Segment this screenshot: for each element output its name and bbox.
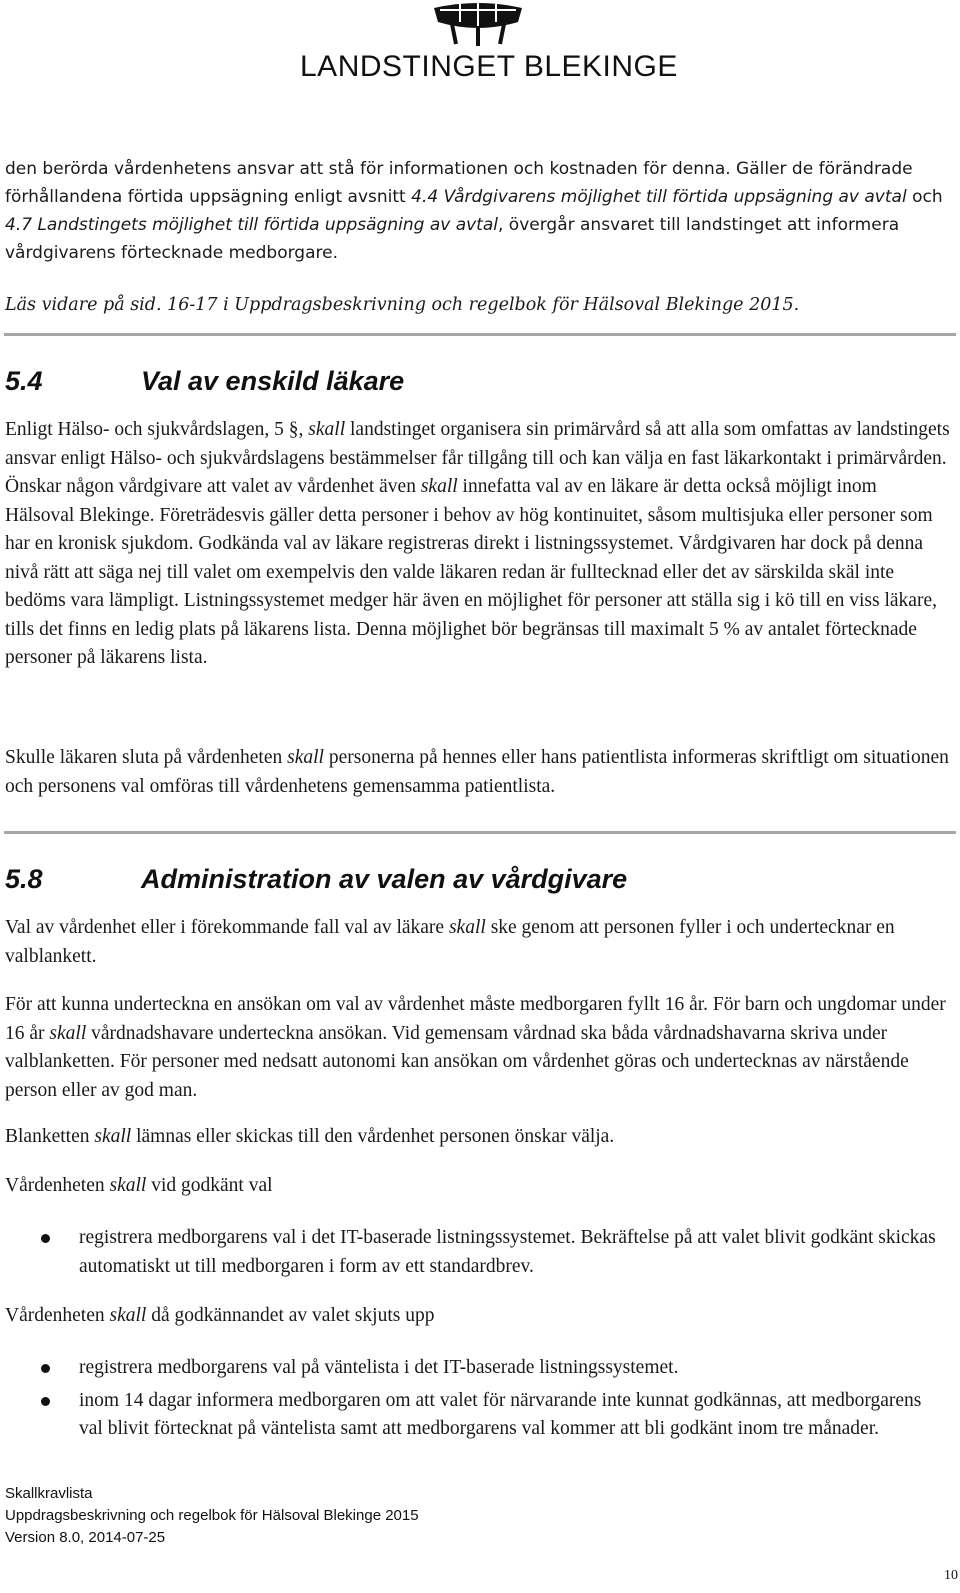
body-text: då godkännandet av valet skjuts upp [146, 1305, 435, 1326]
emphasis-text: skall [94, 1126, 132, 1147]
landstinget-logo [300, 0, 678, 92]
section-title: Val av enskild läkare [141, 366, 405, 396]
list-item-text: registrera medborgarens val på väntelista i det IT-baserade listningssystemet. [79, 1357, 679, 1378]
body-text: Skulle läkaren sluta på vårdenheten [5, 747, 288, 768]
footer-line-1: Skallkravlista [5, 1485, 93, 1502]
body-text: ske genom att personen fyller i och undertecknar en valblankett. [5, 917, 895, 967]
section-58-paragraph-3 [5, 1123, 950, 1152]
viking-ship-logo-icon [426, 0, 530, 46]
section-54-paragraph-2 [5, 744, 950, 801]
list-item [5, 1387, 950, 1444]
body-text: vårdnadshavare underteckna ansökan. Vid gemensam vårdnad ska båda vårdnadshavarna skriva under valblanketten. För personer med nedsatt autonomi kan ansökan om vårdenhet göras och undertecknas av närstående person eller av god man. [5, 1022, 909, 1101]
page-number: 10 [944, 1568, 958, 1583]
section-divider [4, 333, 956, 336]
section-58-paragraph-1 [5, 914, 950, 971]
section-reference-44: 4.4 Vårdgivarens möjlighet till förtida uppsägning av avtal [411, 187, 907, 207]
list-item [5, 1354, 950, 1383]
list-item-text: registrera medborgarens val i det IT-baserade listningssystemet. Bekräftelse på att valet blivit godkänt skickas automatiskt ut till medborgaren i form av ett standardbrev. [79, 1227, 936, 1277]
section-54-paragraph-1 [5, 416, 950, 673]
section-number: 5.8 [5, 864, 43, 894]
body-text: För att kunna underteckna en ansökan om val av vårdenhet måste medborgaren fyllt 16 år. För barn och ungdomar under 16 år [5, 994, 946, 1044]
section-heading-54 [5, 366, 404, 397]
body-text: landstinget organisera sin primärvård så att alla som omfattas av landstingets ansvar enligt Hälso- och sjukvårdslagens bestämmelser får tillgång till och kan välja en fast läkarkontakt i primärvården. Önskar någon vårdgivare att valet av vårdenhet även [5, 419, 950, 497]
body-text: Vårdenheten [5, 1175, 110, 1196]
bullet-icon [41, 1397, 50, 1406]
intro-text: den berörda vårdenhetens ansvar att stå för informationen och kostnaden för denna. Gäller de förändrade förhållandena förtida uppsägning enligt avsnitt [5, 159, 913, 207]
section-58-paragraph-4 [5, 1172, 950, 1201]
body-text: innefatta val av en läkare är detta också möjligt inom Hälsoval Blekinge. Företrädesvis gäller detta personer i behov av hög kontinuitet, såsom multisjuka eller personer som har en kronisk sjukdom. Godkända val av läkare registreras direkt i listningssystemet. Vårdgivaren har dock på denna nivå rätt att säga nej till valet om exempelvis den valde läkaren redan är fulltecknad eller det av särskilda skäl inte bedöms vara lämpligt. Listningssystemet medger här även en möjlighet för personer att ställa sig i kö till en viss läkare, tills det finns en ledig plats på läkarens lista. Denna möjlighet bör begränsas till maximalt 5 % av antalet förtecknade personer på läkarens lista. [5, 476, 937, 668]
emphasis-text: skall [308, 419, 346, 440]
body-text: personerna på hennes eller hans patientlista informeras skriftligt om situationen och personens val omföras till vårdenhetens gemensamma patientlista. [5, 747, 949, 797]
list-item [5, 1224, 950, 1281]
emphasis-text: skall [49, 1022, 87, 1044]
footer-line-2: Uppdragsbeskrivning och regelbok för Hälsoval Blekinge 2015 [5, 1507, 419, 1524]
intro-text: , övergår ansvaret till landstinget att informera vårdgivarens förtecknade medborgare. [5, 215, 900, 263]
body-text: lämnas eller skickas till den vårdenhet personen önskar välja. [131, 1126, 615, 1147]
section-reference-47: 4.7 Landstingets möjlighet till förtida uppsägning av avtal [5, 215, 498, 235]
emphasis-text: skall [287, 747, 324, 768]
bullet-list-postponed [5, 1354, 950, 1448]
body-text: Val av vårdenhet eller i förekommande fall val av läkare [5, 917, 449, 938]
bullet-icon [41, 1234, 50, 1243]
body-text: Vårdenheten [5, 1305, 110, 1326]
bullet-icon [41, 1364, 50, 1373]
logo-text: LANDSTINGET BLEKINGE [300, 50, 678, 83]
section-title: Administration av valen av vårdgivare [141, 864, 628, 894]
intro-paragraph [5, 155, 945, 267]
list-item-text: inom 14 dagar informera medborgaren om att valet för närvarande inte kunnat godkännas, att medborgarens val blivit förtecknat på väntelista samt att medborgarens val kommer att bli godkänt inom tre månader. [79, 1389, 922, 1439]
emphasis-text: skall [109, 1175, 147, 1196]
emphasis-text: skall [448, 917, 486, 938]
section-number: 5.4 [5, 366, 43, 396]
section-58-paragraph-2 [5, 991, 950, 1105]
body-text: Blanketten [5, 1126, 95, 1147]
bullet-list-approved [5, 1224, 950, 1285]
read-more-note: Läs vidare på sid. 16-17 i Uppdragsbeskrivning och regelbok för Hälsoval Blekinge 2015. [5, 295, 800, 315]
body-text: Enligt Hälso- och sjukvårdslagen, 5 §, [5, 419, 309, 440]
section-heading-58 [5, 864, 627, 895]
section-divider [4, 831, 956, 834]
section-58-paragraph-5 [5, 1302, 950, 1331]
footer-line-3: Version 8.0, 2014-07-25 [5, 1529, 166, 1546]
body-text: vid godkänt val [146, 1175, 273, 1196]
intro-text: och [906, 187, 943, 207]
emphasis-text: skall [109, 1305, 147, 1326]
emphasis-text: skall [420, 476, 458, 497]
